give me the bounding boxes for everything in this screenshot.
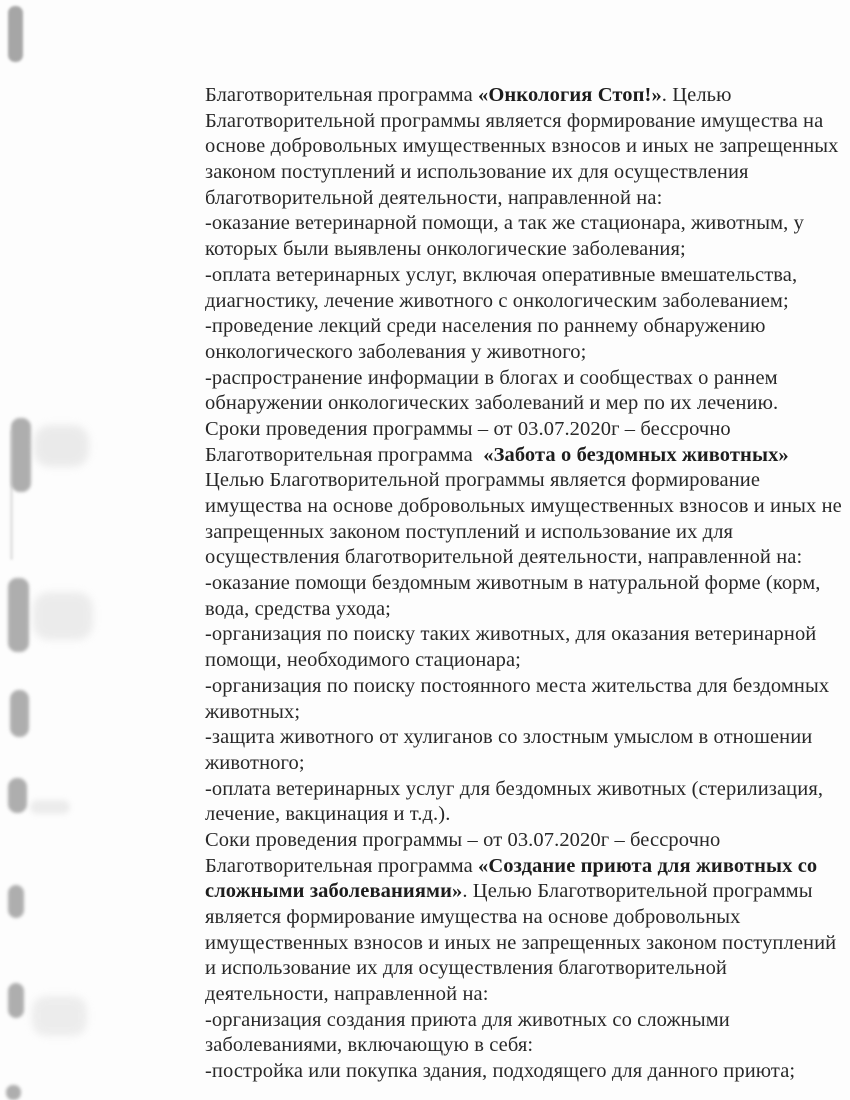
text-line	[205, 366, 835, 392]
body-text: диагностику, лечение животного с онкологическим заболеванием;	[205, 289, 789, 312]
scan-mark	[10, 690, 29, 737]
scan-mark	[8, 778, 27, 813]
text-line	[205, 468, 835, 494]
text-line	[205, 160, 835, 186]
text-line	[205, 1059, 835, 1085]
scan-mark	[32, 996, 87, 1036]
program-title-text: «Забота о бездомных животных»	[483, 443, 789, 466]
body-text: осуществления благотворительной деятельности, направленной на:	[205, 546, 803, 569]
text-line	[205, 905, 835, 931]
text-line	[205, 828, 835, 854]
body-text: -распространение информации в блогах и сообществах о раннем	[205, 366, 778, 389]
scan-mark	[6, 1085, 21, 1100]
text-line	[205, 674, 835, 700]
body-text: онкологического заболевания у животного;	[205, 340, 587, 363]
scan-mark	[8, 885, 24, 918]
text-line	[205, 956, 835, 982]
text-line	[205, 545, 835, 571]
body-text: деятельности, направленной на:	[205, 983, 489, 1006]
text-line	[205, 494, 842, 520]
body-text: Соки проведения программы – от 03.07.2020г – бессрочно	[205, 828, 721, 851]
text-line	[205, 725, 835, 751]
text-line	[205, 417, 835, 443]
text-line	[205, 83, 835, 109]
program-title-text: сложными заболеваниями»	[205, 880, 463, 903]
body-text: -организация по поиску постоянного места жительства для бездомных	[205, 674, 830, 697]
scan-mark	[8, 6, 23, 62]
body-text: -оплата ветеринарных услуг для бездомных животных (стерилизация,	[205, 777, 824, 800]
body-text: -оплата ветеринарных услуг, включая оперативные вмешательства,	[205, 263, 798, 286]
body-text: Благотворительная программа	[205, 84, 478, 106]
body-text: . Целью Благотворительной программы	[462, 880, 813, 903]
text-line	[205, 186, 835, 212]
body-text: запрещенных законом поступлений и использование их для	[205, 520, 734, 543]
text-line	[205, 1008, 835, 1034]
scan-mark	[33, 592, 93, 640]
body-text: -проведение лекций среди населения по раннему обнаружению	[205, 315, 766, 338]
text-line	[205, 314, 835, 340]
text-line	[205, 443, 835, 469]
body-text: -защита животного от хулиганов со злостным умыслом в отношении	[205, 726, 813, 749]
body-text: -организация по поиску таких животных, для оказания ветеринарной	[205, 623, 817, 646]
body-text: -оказание помощи бездомным животным в натуральной форме (корм,	[205, 572, 821, 595]
scan-mark	[11, 418, 31, 492]
text-line	[205, 622, 835, 648]
text-line	[205, 1033, 835, 1059]
body-text: заболеваниями, включающую в себя:	[205, 1034, 534, 1057]
body-text: Сроки проведения программы – от 03.07.2020г – бессрочно	[205, 417, 731, 440]
body-text: Благотворительная программа	[205, 443, 484, 466]
text-line	[205, 263, 835, 289]
text-line	[205, 982, 835, 1008]
body-text: вода, средства ухода;	[205, 597, 391, 620]
body-text: помощи, необходимого стационара;	[205, 649, 521, 672]
body-text: Целью Благотворительной программы является формирование	[205, 469, 761, 492]
body-text: животного;	[205, 751, 305, 774]
body-text: Благотворительная программа	[205, 854, 478, 877]
text-line	[205, 520, 835, 546]
document-lines	[205, 83, 842, 1085]
text-line	[205, 391, 835, 417]
body-text: имущественных взносов и иных не запрещенных законом поступлений	[205, 931, 837, 954]
text-line	[205, 777, 835, 803]
body-text: которых были выявлены онкологические заболевания;	[205, 238, 686, 261]
body-text: имущества на основе добровольных имущественных взносов и иных не	[205, 495, 842, 517]
body-text: и использование их для осуществления благотворительной	[205, 957, 728, 980]
scan-mark	[8, 578, 29, 652]
program-title-text: «Создание приюта для животных со	[478, 854, 818, 877]
scan-mark	[8, 983, 24, 1018]
text-line	[205, 597, 835, 623]
text-line	[205, 211, 835, 237]
text-line	[205, 571, 835, 597]
body-text: -организация создания приюта для животных со сложными	[205, 1008, 730, 1031]
text-line	[205, 700, 835, 726]
body-text: законом поступлений и использование их для осуществления	[205, 161, 749, 184]
body-text: основе добровольных имущественных взносов и иных не запрещенных	[205, 135, 839, 158]
text-line	[205, 931, 835, 957]
body-text: благотворительной деятельности, направленной на:	[205, 186, 663, 209]
text-line	[205, 237, 835, 263]
scan-mark	[34, 425, 89, 467]
body-text: животных;	[205, 700, 301, 723]
body-text: лечение, вакцинация и т.д.).	[205, 803, 451, 826]
scan-mark	[10, 430, 13, 560]
body-text: -оказание ветеринарной помощи, а так же стационара, животным, у	[205, 212, 804, 235]
body-text: является формирование имущества на основе добровольных	[205, 906, 741, 928]
body-text: Благотворительной программы является формирование имущества на	[205, 109, 824, 132]
body-text: -постройка или покупка здания, подходящего для данного приюта;	[205, 1060, 796, 1083]
text-line	[205, 802, 835, 828]
text-line	[205, 751, 835, 777]
text-line	[205, 289, 835, 315]
program-title-text: «Онкология Стоп!»	[478, 84, 662, 106]
text-line	[205, 340, 835, 366]
text-line	[205, 879, 835, 905]
scan-mark	[30, 800, 70, 814]
body-text: . Целью	[661, 84, 732, 106]
text-line	[205, 648, 835, 674]
text-line	[205, 854, 835, 880]
body-text: обнаружении онкологических заболеваний и мер по их лечению.	[205, 392, 779, 415]
text-line	[205, 109, 835, 135]
text-line	[205, 134, 839, 160]
